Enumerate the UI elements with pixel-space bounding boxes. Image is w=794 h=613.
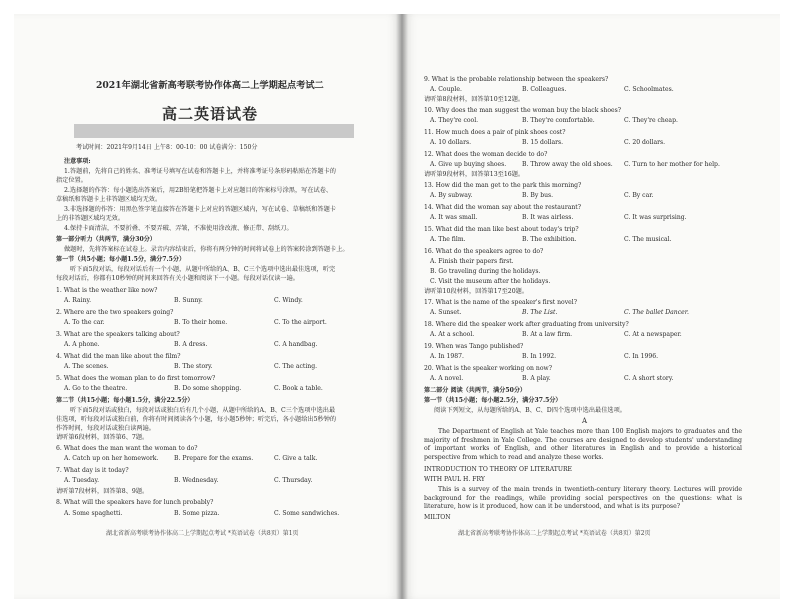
option-c: C. 20 dollars. [624, 139, 666, 146]
passage-label: A [582, 417, 588, 425]
option-c: C. Thursday. [274, 477, 313, 484]
option-b: B. Go traveling during the holidays. [430, 268, 541, 275]
question: 5. What does the woman plan to do first tomorrow? [56, 375, 216, 382]
option-b: B. The List. [522, 309, 558, 316]
option-c: C. By car. [624, 192, 654, 199]
option-b: B. Wednesday. [174, 477, 219, 484]
milton-heading: MILTON [424, 514, 451, 521]
option-c: C. A short story. [624, 375, 674, 382]
part2-section1-heading: 第一节（共15小题；每小题2.5分，满分37.5分） [424, 397, 562, 404]
section1-heading: 第一节（共5小题；每小题1.5分，满分7.5分） [56, 256, 186, 263]
option-b: B. The story. [174, 363, 213, 370]
option-a: A. Couple. [430, 86, 462, 93]
option-c: C. The acting. [274, 363, 318, 370]
option-c: C. Some sandwiches. [274, 510, 340, 517]
left-page [14, 14, 402, 599]
option-b: B. A dress. [174, 341, 208, 348]
passage-paragraph: The Department of English at Yale teaches more than 100 English majors to graduates and the majority of freshmen in Yale College. The courses are designed to develop students' understanding of important works of English, and other literatures in English and to provide a historical perspective from which to read and analyze these works. [424, 428, 742, 461]
option-c: C. The ballet Dancer. [624, 309, 689, 316]
option-a: A. In 1987. [430, 353, 464, 360]
note-line: 草稿纸和答题卡上非答题区域均无效。 [56, 196, 162, 203]
section2-instr: 作答时间，每段对话或独白读两遍。 [56, 425, 155, 432]
option-a: A. By subway. [430, 192, 473, 199]
option-b: B. By bus. [522, 192, 554, 199]
option-a: A. The scenes. [64, 363, 109, 370]
notes-heading: 注意事项: [64, 158, 91, 165]
option-b: B. Throw away the old shoes. [522, 161, 613, 168]
question: 18. Where did the speaker work after graduating from university? [424, 321, 629, 328]
note-line: 4.保持卡面清洁，不要折叠、不要弄破、弄皱，不准使用涂改液、修正带、刮纸刀。 [64, 225, 293, 232]
option-c: C. The musical. [624, 236, 672, 243]
question: 6. What does the man want the woman to do? [56, 445, 198, 452]
option-b: B. Colleagues. [522, 86, 567, 93]
question: 7. What day is it today? [56, 467, 129, 474]
option-a: A. A novel. [430, 375, 464, 382]
book-spine-shadow [396, 14, 408, 599]
option-c: C. In 1996. [624, 353, 659, 360]
option-a: A. Catch up on her homework. [64, 455, 159, 462]
option-a: A. Tuesday. [64, 477, 100, 484]
part2-instr: 阅读下列短文，从每题所给的A、B、C、D四个选项中选出最佳选项。 [434, 407, 626, 414]
question: 16. What do the speakers agree to do? [424, 248, 544, 255]
section2-instr: 佳选项，听每段对话或独白前，你将有时间阅读各个小题，每小题5秒钟；听完后，各小题给出5秒钟的 [56, 416, 337, 423]
option-b: B. The exhibition. [522, 236, 577, 243]
section2-instr: 听下面5段对话或独白，每段对话或独白后有几个小题，从题中所给的A、B、C三个选项中选出最 [70, 407, 336, 414]
listen-instr: 请听第10段材料，回答第17至20题。 [424, 288, 529, 295]
option-b: B. Do some shopping. [174, 385, 242, 392]
page-footer: 湖北省新高考联考协作体高二上学期起点考试 *英语试卷（共8页）第1页 [106, 530, 299, 537]
option-a: A. A phone. [64, 341, 100, 348]
option-c: C. Visit the museum after the holidays. [430, 278, 551, 285]
option-b: B. Some pizza. [174, 510, 220, 517]
listen-instr: 请听第8段材料，回答第10至12题。 [424, 96, 525, 103]
option-b: B. In 1992. [522, 353, 557, 360]
section2-instr: 请听第6段材料，回答第6、7题。 [56, 434, 149, 441]
option-a: A. At a school. [430, 331, 475, 338]
section2-heading: 第二节（共15小题；每小题1.5分，满分22.5分） [56, 397, 194, 404]
question: 8. What will the speakers have for lunch probably? [56, 499, 214, 506]
question: 1. What is the weather like now? [56, 287, 158, 294]
option-a: A. Go to the theatre. [64, 385, 128, 392]
section1-instr: 每段对话后，你都有10秒钟的时间来回答有关小题和阅读下一小题。每段对话仅读一遍。 [56, 275, 299, 282]
option-b: B. A play. [522, 375, 551, 382]
question: 17. What is the name of the speaker's first novel? [424, 299, 577, 306]
option-a: A. Give up buying shoes. [430, 161, 507, 168]
question: 12. What does the woman decide to do? [424, 151, 548, 158]
option-b: B. It was airless. [522, 214, 574, 221]
question: 9. What is the probable relationship between the speakers? [424, 76, 609, 83]
question: 10. Why does the man suggest the woman buy the black shoes? [424, 107, 622, 114]
question: 19. When was Tango published? [424, 343, 524, 350]
option-c: C. A handbag. [274, 341, 318, 348]
option-a: A. It was small. [430, 214, 478, 221]
listen-instr: 请听第7段材料，回答第8、9题。 [56, 488, 149, 495]
passage-paragraph: This is a survey of the main trends in twentieth-century literary theory. Lectures will provide background for the readings, while providing social perspectives on the questions: what is literature, how is it produced, how can it be understood, and what is its purpose? [424, 486, 742, 511]
option-a: A. Sunset. [430, 309, 462, 316]
question: 20. What is the speaker working on now? [424, 365, 552, 372]
note-line: 2.选择题的作答：每小题选出答案后，用2B铅笔把答题卡上对应题目的答案标号涂黑，写在试卷、 [64, 187, 333, 194]
redacted-bar [74, 124, 354, 138]
option-a: A. Some spaghetti. [64, 510, 123, 517]
option-c: C. Book a table. [274, 385, 323, 392]
option-b: B. They're comfortable. [522, 117, 595, 124]
option-b: B. To their home. [174, 319, 228, 326]
option-a: A. To the car. [64, 319, 105, 326]
option-c: C. Schoolmates. [624, 86, 674, 93]
question: 15. What did the man like best about today's trip? [424, 226, 579, 233]
note-line: 指定位置。 [56, 177, 87, 184]
option-c: C. To the airport. [274, 319, 327, 326]
part1-heading: 第一部分听力（共两节，满分30分） [56, 236, 156, 243]
course-teacher: WITH PAUL H. FRY [424, 476, 485, 483]
option-c: C. They're cheap. [624, 117, 678, 124]
option-b: B. Sunny. [174, 297, 203, 304]
right-page [402, 14, 780, 599]
option-b: B. 15 dollars. [522, 139, 564, 146]
option-c: C. Give a talk. [274, 455, 318, 462]
section1-instr: 听下面5段对话，每段对话后有一个小题，从题中所给的A、B、C三个选项中选出最佳选项，听完 [70, 266, 336, 273]
question: 4. What did the man like about the film? [56, 353, 181, 360]
option-a: A. They're cool. [430, 117, 479, 124]
option-a: A. The film. [430, 236, 466, 243]
course-title: INTRODUCTION TO THEORY OF LITERATURE [424, 466, 573, 473]
note-line: 上的非答题区域均无效。 [56, 215, 125, 222]
option-c: C. It was surprising. [624, 214, 687, 221]
exam-subtitle: 高二英语试卷 [162, 105, 259, 123]
option-a: A. Finish their papers first. [430, 258, 514, 265]
page-footer: 湖北省新高考联考协作体高二上学期起点考试 *英语试卷（共8页）第2页 [458, 530, 651, 537]
question: 3. What are the speakers talking about? [56, 331, 180, 338]
question: 2. Where are the two speakers going? [56, 309, 174, 316]
question: 14. What did the woman say about the restaurant? [424, 204, 582, 211]
part2-heading: 第二部分 阅读（共两节，满分50分） [424, 387, 527, 394]
note-line: 3.非选择题的作答：用黑色签字笔直接答在答题卡上对应的答题区域内，写在试卷、草稿纸和答题卡 [64, 206, 336, 213]
option-a: A. 10 dollars. [430, 139, 472, 146]
question: 11. How much does a pair of pink shoes cost? [424, 129, 566, 136]
exam-info: 考试时间：2021年9月14日 上午8：00-10：00 试卷满分：150分 [76, 144, 258, 151]
part1-note: 做题时，先将答案标在试卷上。录音内容结束后，你将有两分钟的时间将试卷上的答案转涂到答题卡上。 [64, 246, 349, 253]
listen-instr: 请听第9段材料，回答第13至16题。 [424, 171, 525, 178]
note-line: 1.答题前，先将自己的姓名、准考证号填写在试卷和答题卡上，并将准考证号条形码粘贴在答题卡的 [64, 168, 336, 175]
exam-title: 2021年湖北省新高考联考协作体高二上学期起点考试二 [96, 80, 324, 91]
question: 13. How did the man get to the park this morning? [424, 182, 582, 189]
option-c: C. At a newspaper. [624, 331, 682, 338]
option-b: B. Prepare for the exams. [174, 455, 254, 462]
option-c: C. Turn to her mother for help. [624, 161, 720, 168]
option-a: A. Rainy. [64, 297, 92, 304]
option-b: B. At a law firm. [522, 331, 573, 338]
option-c: C. Windy. [274, 297, 303, 304]
